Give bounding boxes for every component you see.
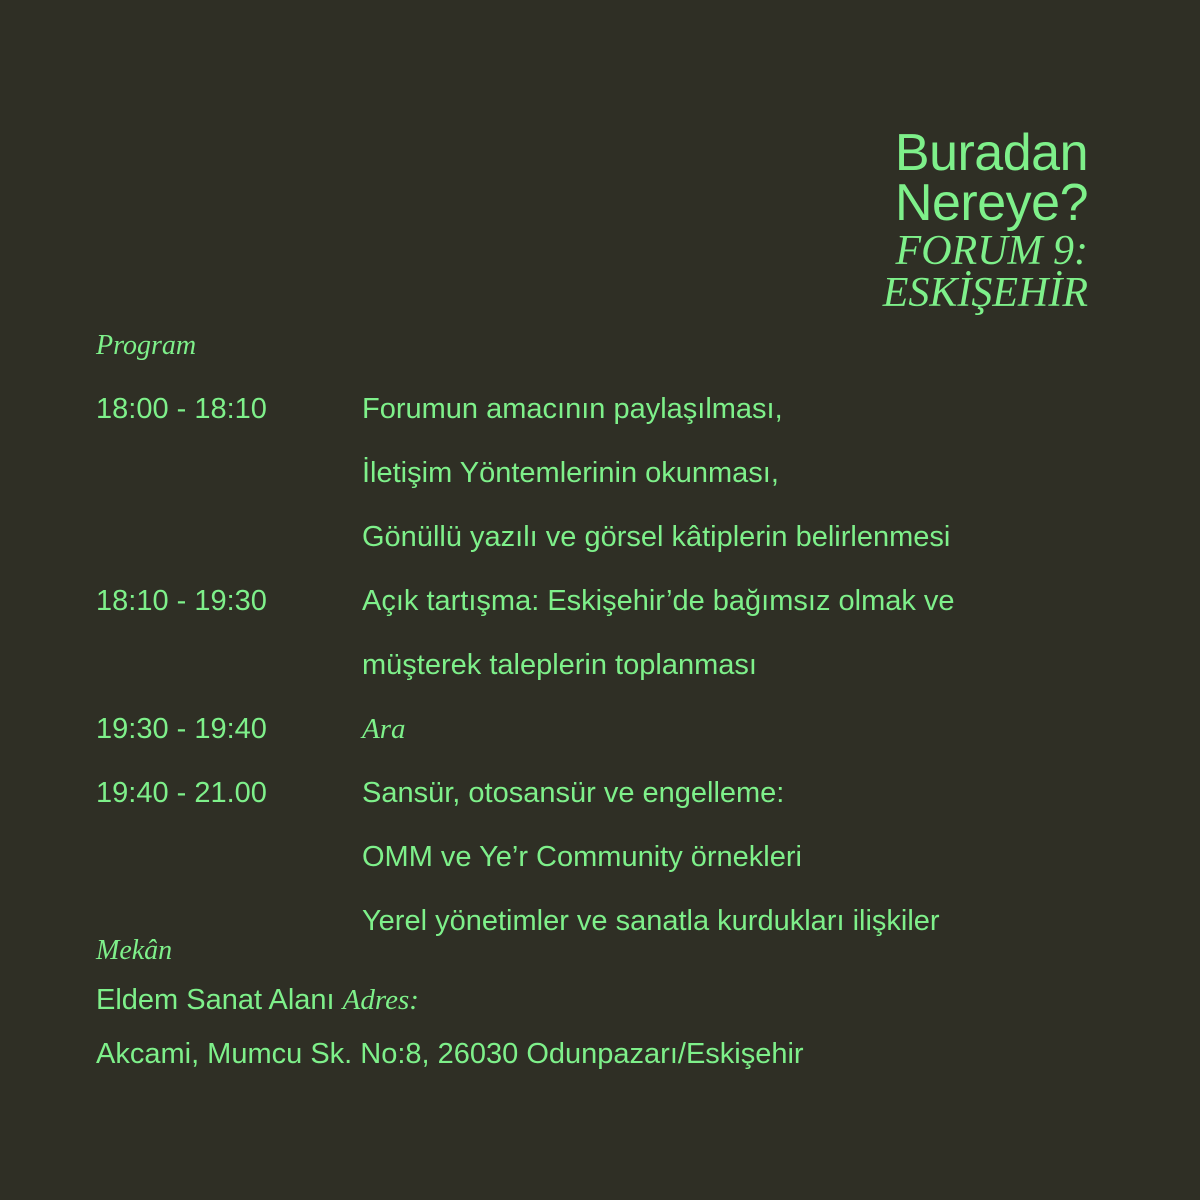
title-line-2: Nereye? bbox=[894, 174, 1088, 232]
venue-address: Akcami, Mumcu Sk. No:8, 26030 Odunpazarı/Eskişehir bbox=[96, 1038, 804, 1070]
schedule-line bbox=[96, 889, 1106, 953]
schedule-line bbox=[96, 633, 1106, 697]
schedule-line bbox=[96, 825, 1106, 889]
schedule-text: OMM ve Ye’r Community örnekleri bbox=[362, 840, 802, 873]
schedule-time: 18:10 - 19:30 bbox=[96, 584, 267, 617]
schedule-line bbox=[96, 441, 1106, 505]
schedule-text: Forumun amacının paylaşılması, bbox=[362, 392, 783, 425]
schedule-text: Açık tartışma: Eskişehir’de bağımsız olmak ve bbox=[362, 584, 955, 617]
schedule-line bbox=[96, 505, 1106, 569]
schedule-time: 18:00 - 18:10 bbox=[96, 392, 267, 425]
subtitle-line-2: ESKİŞEHİR bbox=[882, 270, 1088, 316]
schedule-line bbox=[96, 697, 1106, 761]
venue-name: Eldem Sanat Alanı bbox=[96, 984, 335, 1016]
schedule-text: Sansür, otosansür ve engelleme: bbox=[362, 776, 785, 809]
event-title bbox=[882, 124, 1088, 316]
program-label: Program bbox=[96, 330, 197, 361]
schedule-text: müşterek taleplerin toplanması bbox=[362, 648, 757, 681]
schedule-text-break: Ara bbox=[362, 712, 406, 745]
schedule-time: 19:40 - 21.00 bbox=[96, 776, 267, 809]
schedule-text: Yerel yönetimler ve sanatla kurdukları ilişkiler bbox=[362, 904, 940, 937]
program-schedule bbox=[96, 377, 1106, 953]
schedule-text: Gönüllü yazılı ve görsel kâtiplerin belirlenmesi bbox=[362, 520, 951, 553]
address-label: Adres: bbox=[342, 984, 419, 1016]
subtitle-line-1: FORUM 9: bbox=[895, 228, 1088, 274]
schedule-time: 19:30 - 19:40 bbox=[96, 712, 267, 745]
schedule-line bbox=[96, 761, 1106, 825]
venue-name-line bbox=[96, 984, 419, 1017]
schedule-line bbox=[96, 377, 1106, 441]
venue-label: Mekân bbox=[96, 935, 173, 966]
title-line-1: Buradan bbox=[894, 124, 1088, 182]
schedule-line bbox=[96, 569, 1106, 633]
schedule-text: İletişim Yöntemlerinin okunması, bbox=[362, 456, 779, 489]
